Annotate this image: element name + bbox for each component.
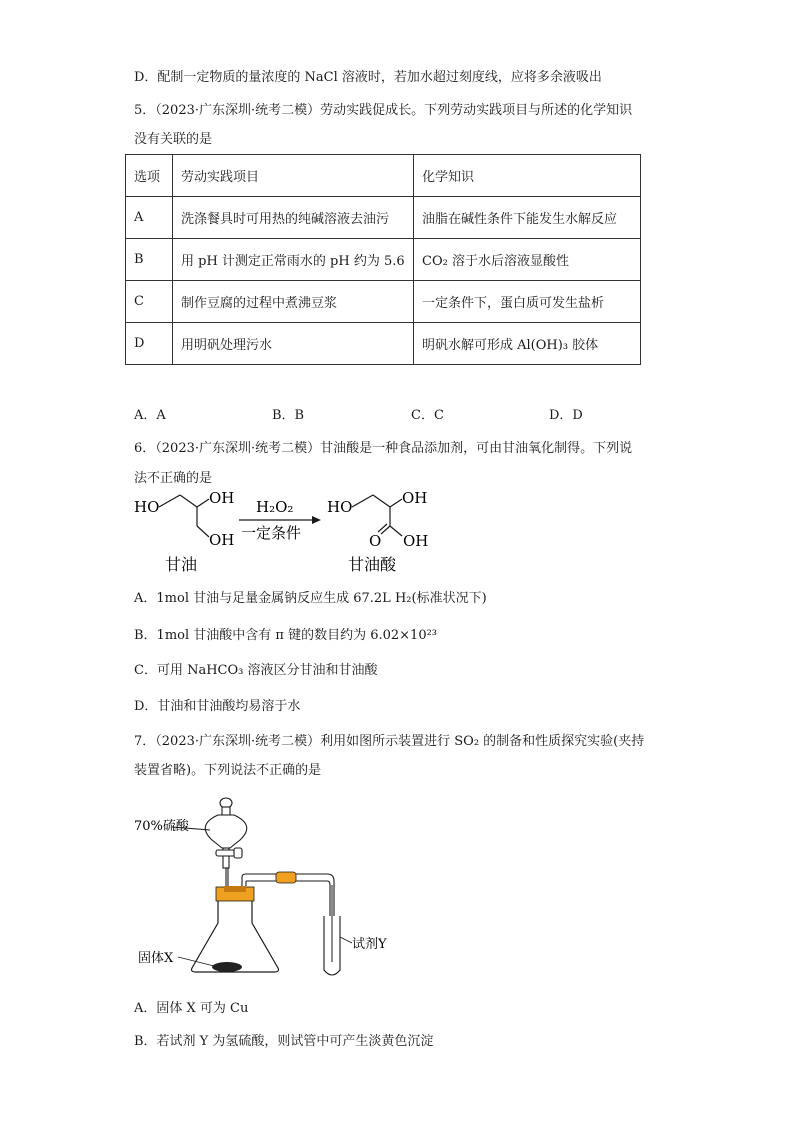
reaction-condition: 一定条件: [241, 524, 302, 542]
q5-option-b: B．B: [272, 408, 305, 423]
q6-option-a: A．1mol 甘油与足量金属钠反应生成 67.2L H₂(标准状况下): [134, 591, 487, 606]
rubber-connector: [276, 872, 296, 883]
table-row: [126, 197, 641, 239]
q5-table: [125, 154, 641, 365]
acid-carbonyl-o: O: [369, 532, 382, 550]
q5-stem-line1: 5．（2023·广东深圳·统考二模）劳动实践促成长。下列劳动实践项目与所述的化学知识: [134, 103, 633, 118]
glyceric-acid-structure: [352, 495, 402, 536]
acid-oh-top: OH: [402, 489, 428, 507]
table-cell: 用 pH 计测定正常雨水的 pH 约为 5.6: [173, 239, 414, 281]
table-header-cell: 选项: [126, 155, 173, 197]
q4-option-d: D．配制一定物质的量浓度的 NaCl 溶液时，若加水超过刻度线，应将多余液吸出: [134, 70, 602, 85]
q6-stem-line1: 6．（2023·广东深圳·统考二模）甘油酸是一种食品添加剂，可由甘油氧化制得。下列说: [134, 441, 633, 456]
table-header-cell: 劳动实践项目: [173, 155, 414, 197]
acid-ho: HO: [327, 498, 353, 516]
table-row: [126, 323, 641, 365]
glycerol-oh-top: OH: [209, 489, 235, 507]
arrow-head-icon: [312, 516, 321, 524]
reagent-y-label: 试剂Y: [352, 937, 387, 952]
stopper-top: [224, 886, 246, 892]
table-cell: 制作豆腐的过程中煮沸豆浆: [173, 281, 414, 323]
so2-apparatus-diagram: [130, 790, 410, 990]
acid-label: 70%硫酸: [134, 819, 189, 834]
glyceric-acid-label: 甘油酸: [348, 555, 397, 574]
q6-option-c: C．可用 NaHCO₃ 溶液区分甘油和甘油酸: [134, 663, 378, 678]
q7-stem-line2: 装置省略)。下列说法不正确的是: [134, 763, 322, 778]
acid-oh-bottom: OH: [403, 532, 429, 550]
q5-option-c: C．C: [411, 408, 444, 423]
glycerol-oh-bottom: OH: [209, 531, 235, 549]
table-cell: 用明矾处理污水: [173, 323, 414, 365]
table-cell: 明矾水解可形成 Al(OH)₃ 胶体: [414, 323, 641, 365]
q6-option-b: B．1mol 甘油酸中含有 π 键的数目约为 6.02×10²³: [134, 628, 438, 643]
glycerol-ho: HO: [134, 498, 160, 516]
q7-stem-line1: 7．（2023·广东深圳·统考二模）利用如图所示装置进行 SO₂ 的制备和性质探究实验(夹持: [134, 734, 645, 749]
table-cell: B: [126, 239, 173, 281]
table-header-row: [126, 155, 641, 197]
table-cell: 一定条件下，蛋白质可发生盐析: [414, 281, 641, 323]
table-cell: C: [126, 281, 173, 323]
solid-x-label: 固体X: [138, 951, 174, 966]
table-cell: A: [126, 197, 173, 239]
q5-stem-line2: 没有关联的是: [134, 132, 213, 147]
reagent-h2o2: H₂O₂: [256, 498, 294, 516]
q6-stem-line2: 法不正确的是: [134, 471, 213, 486]
table-cell: D: [126, 323, 173, 365]
q7-option-b: B．若试剂 Y 为氢硫酸，则试管中可产生淡黄色沉淀: [134, 1034, 434, 1049]
table-cell: 油脂在碱性条件下能发生水解反应: [414, 197, 641, 239]
table-cell: 洗涤餐具时可用热的纯碱溶液去油污: [173, 197, 414, 239]
q5-option-d: D．D: [549, 408, 583, 423]
q7-option-a: A．固体 X 可为 Cu: [134, 1001, 249, 1016]
table-row: [126, 281, 641, 323]
conical-flask: [192, 898, 279, 972]
solid-x: [212, 962, 242, 972]
table-header-cell: 化学知识: [414, 155, 641, 197]
q6-option-d: D．甘油和甘油酸均易溶于水: [134, 699, 301, 714]
table-cell: CO₂ 溶于水后溶液显酸性: [414, 239, 641, 281]
q5-option-a: A．A: [134, 408, 166, 423]
glycerol-label: 甘油: [165, 555, 198, 574]
glycerol-oxidation-scheme: [125, 484, 445, 576]
reagent-pointer: [340, 937, 352, 943]
glycerol-structure: [159, 495, 209, 537]
table-row: [126, 239, 641, 281]
